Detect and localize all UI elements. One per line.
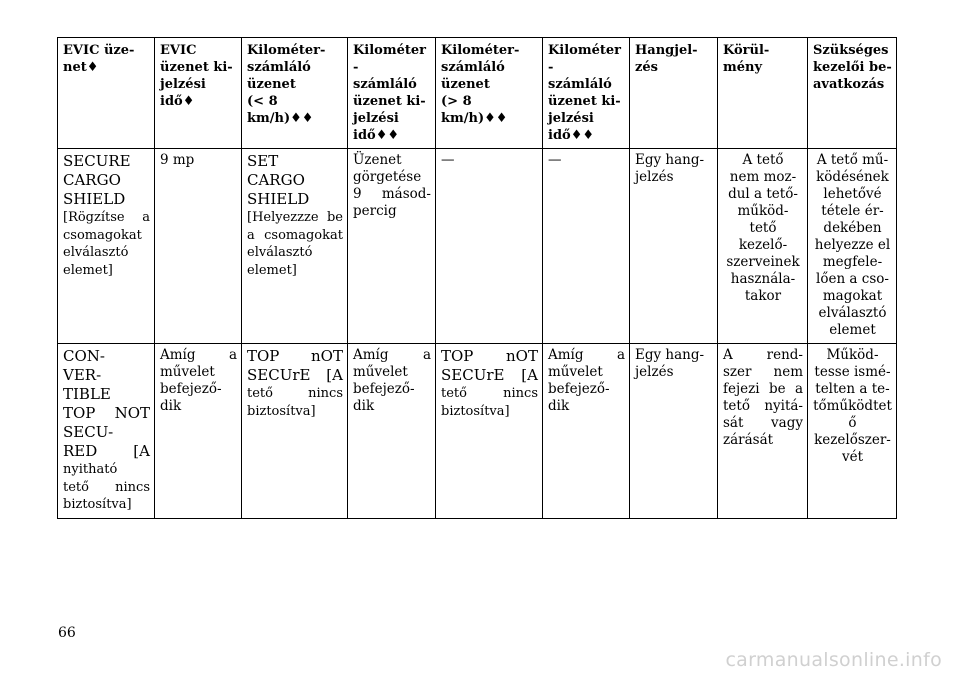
text-line: idő♦ [160,94,195,109]
text-line: szer nem [723,364,803,380]
text-line: elemet] [247,262,297,278]
text-line: jelzési [160,77,206,92]
header-cell [436,38,543,149]
text-line: A rend- [723,347,803,363]
text-line: lehetővé [823,186,882,202]
text-line: TOP nOT [247,347,343,365]
odometer-message-translation [247,209,343,279]
table-cell [630,149,718,344]
table-cell [630,344,718,519]
text-line: magokat [822,288,883,304]
text-line: zárását [723,432,774,448]
table-cell [58,344,155,519]
text-line: idő♦♦ [548,128,595,143]
text-line: működ- [737,203,789,219]
text-line: Szükséges [813,43,889,58]
table-cell [718,149,808,344]
text-line: tető nincs [63,479,150,495]
text-line: elválasztó [818,305,887,321]
text-line: elválasztó [63,245,129,260]
text-line: használa- [730,271,796,287]
table-cell [436,149,543,344]
text-line: Hangjel- [635,43,698,58]
odometer-message-text [247,347,343,385]
table-cell [718,344,808,519]
text-line: VER- [63,366,102,384]
text-line: avatkozás [813,77,885,92]
text-line: jelzés [635,169,674,185]
text-line: Amíg a [548,347,625,363]
text-line: üzenet ki- [353,94,426,109]
table-cell [155,149,242,344]
text-line: kezelő- [738,237,788,253]
text-line: szerveinek [726,254,800,270]
text-line: — [548,152,562,168]
table-cell [808,149,897,344]
text-line: — [441,152,455,168]
odometer-message-text [247,152,343,209]
text-line: tető nincs [247,386,343,401]
table-cell [543,344,630,519]
text-line: vét [841,449,864,465]
text-line: [Rögzítse a [63,210,150,225]
text-line: zés [635,60,658,75]
text-line: fejezi be a [723,381,803,397]
text-line: (< 8 km/h)♦♦ [247,94,314,126]
text-line: Kilométer- [548,43,621,75]
text-line: EVIC [160,43,197,58]
text-line: elemet [829,322,876,338]
text-line: SECUrE [A [441,366,538,384]
text-line: nem moz- [729,169,797,185]
evic-message-translation [63,461,150,514]
text-line: befejező- [548,381,610,397]
table-cell [436,344,543,519]
text-line: CARGO [247,171,305,189]
text-line: Kilométer- [441,43,520,58]
text-line: [Helyezzze be [247,210,343,225]
text-line: megfele- [822,254,883,270]
text-line: tető nincs [441,386,538,401]
text-line: számláló [441,60,505,75]
table-cell [242,344,348,519]
text-line: Kilométer- [247,43,326,58]
text-line: CARGO [63,171,121,189]
text-line: 9 mp [160,152,195,168]
text-line: tesse ismé- [814,364,891,380]
text-line: mény [723,60,763,75]
odometer-message-translation [441,385,538,420]
text-line: művelet [548,364,603,380]
text-line: tető [749,220,777,236]
text-line: sát vagy [723,415,803,431]
text-line: idő♦♦ [353,128,400,143]
text-line: dekében [823,220,882,236]
text-line: dul a tető- [728,186,798,202]
header-row [58,38,897,149]
text-line: SECURE [63,152,131,170]
text-line: Amíg a [353,347,431,363]
text-line: csomagokat [63,227,142,243]
text-line: Üzenet [353,152,402,168]
text-line: számláló [548,77,612,92]
table-cell [808,344,897,519]
odometer-message-translation [247,385,343,420]
evic-message-table [57,37,897,519]
text-line: A tető mű- [816,152,889,168]
page-number: 66 [58,625,76,641]
text-line: A tető [742,152,784,168]
text-line: elemet] [63,262,113,278]
text-line: tétele ér- [821,203,884,219]
text-line: elválasztó [247,245,313,260]
header-cell [808,38,897,149]
text-line: dik [160,398,182,414]
text-line: SECU- [63,423,114,441]
text-line: biztosítva] [441,403,510,419]
text-line: telten a te- [815,381,890,397]
text-line: RED [A [63,442,150,460]
table-cell [348,149,436,344]
text-line: EVIC üze- [63,43,135,58]
header-cell [543,38,630,149]
text-line: dik [353,398,375,414]
odometer-message-text [441,347,538,385]
watermark: carmanualsonline.info [725,649,942,671]
table-cell [242,149,348,344]
text-line: kezelőszer- [814,432,891,448]
text-line: művelet [160,364,215,380]
text-line: tető nyitá- [723,398,803,414]
evic-message-translation [63,209,150,279]
text-line: számláló [247,60,311,75]
text-line: TIBLE [63,385,111,403]
text-line: ködésének [816,169,889,185]
text-line: SHIELD [63,190,126,208]
text-line: TOP NOT [63,404,150,422]
text-line: SET [247,152,279,170]
table-row [58,149,897,344]
text-line: biztosítva] [247,403,316,419]
header-cell [630,38,718,149]
text-line: a csomagokat [247,227,343,243]
text-line: jelzés [635,364,674,380]
text-line: (> 8 km/h)♦♦ [441,94,508,126]
evic-message-text [63,152,150,209]
header-cell [58,38,155,149]
header-cell [155,38,242,149]
table-cell [348,344,436,519]
text-line: üzenet [441,77,490,92]
text-line: lően a cso- [816,271,889,287]
text-line: Amíg a [160,347,237,363]
text-line: befejező- [160,381,222,397]
text-line: művelet [353,364,408,380]
text-line: Kilométer- [353,43,426,75]
table-cell [58,149,155,344]
text-line: üzenet [247,77,296,92]
header-cell [242,38,348,149]
text-line: CON- [63,347,105,365]
text-line: nyitható [63,462,118,477]
evic-message-text [63,347,150,461]
table-cell [543,149,630,344]
text-line: SHIELD [247,190,310,208]
text-line: helyezze el [814,237,891,253]
text-line: jelzési [548,111,594,126]
text-line: Működ- [826,347,879,363]
text-line: TOP nOT [441,347,538,365]
text-line: dik [548,398,570,414]
text-line: Körül- [723,43,770,58]
text-line: biztosítva] [63,497,132,512]
text-line: percig [353,203,397,219]
text-line: üzenet ki- [160,60,233,75]
text-line: 9 másod- [353,186,431,202]
text-line: Egy hang- [635,152,705,168]
text-line: befejező- [353,381,415,397]
text-line: üzenet ki- [548,94,621,109]
text-line: kezelői be- [813,60,892,75]
text-line: net♦ [63,60,99,75]
text-line: számláló [353,77,417,92]
text-line: Egy hang- [635,347,705,363]
text-line: SECUrE [A [247,366,343,384]
text-line: jelzési [353,111,399,126]
header-cell [718,38,808,149]
text-line: tőműködtető [813,398,892,431]
table-cell [155,344,242,519]
header-cell [348,38,436,149]
table-row [58,344,897,519]
text-line: görgetése [353,169,422,185]
text-line: takor [744,288,782,304]
